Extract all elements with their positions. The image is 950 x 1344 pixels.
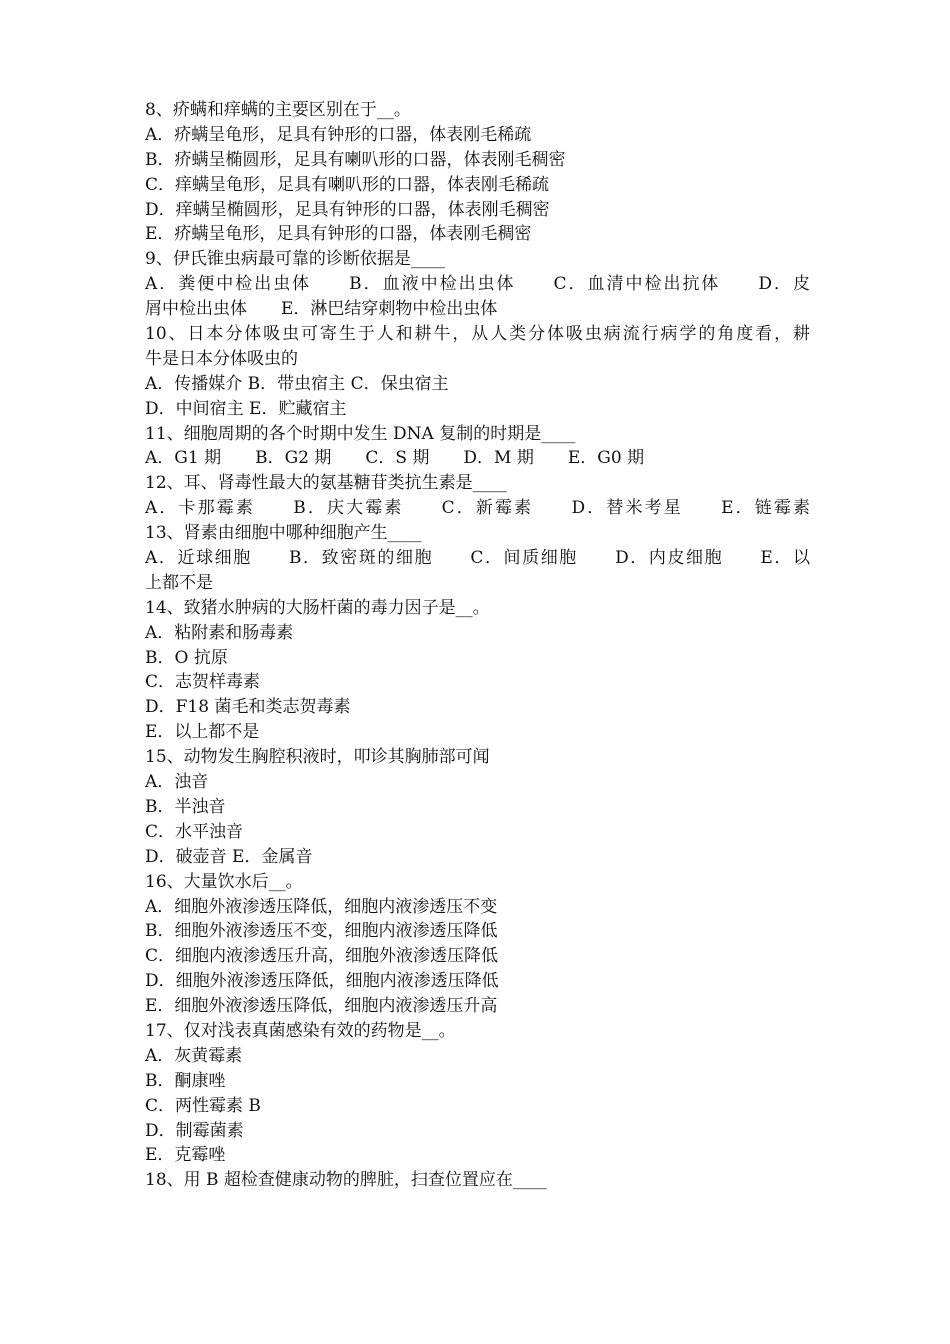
text-line: C．志贺样毒素 xyxy=(145,672,261,693)
text-line: 上都不是 xyxy=(145,572,213,593)
text-line: A．粘附素和肠毒素 xyxy=(145,622,294,643)
text-line: D．制霉菌素 xyxy=(145,1120,244,1141)
text-line: 15、动物发生胸腔积液时，叩诊其胸肺部可闻 xyxy=(145,747,490,768)
text-line: 8、疥螨和痒螨的主要区别在于__。 xyxy=(145,100,411,120)
text-line: A．灰黄霉素 xyxy=(145,1045,243,1066)
text-line: C．细胞内液渗透压升高，细胞外液渗透压降低 xyxy=(145,946,499,967)
text-line: E．克霉唑 xyxy=(145,1145,226,1166)
text-line: A．疥螨呈龟形，足具有钟形的口器，体表刚毛稀疏 xyxy=(145,124,532,145)
text-line: D．痒螨呈椭圆形，足具有钟形的口器，体表刚毛稠密 xyxy=(145,199,550,220)
text-line: 13、肾素由细胞中哪种细胞产生____ xyxy=(145,523,422,544)
text-line: B．细胞外液渗透压不变，细胞内液渗透压降低 xyxy=(145,921,498,942)
text-line: 17、仅对浅表真菌感染有效的药物是__。 xyxy=(145,1020,456,1041)
text-line: E．细胞外液渗透压降低，细胞内液渗透压升高 xyxy=(145,996,498,1017)
text-line: 18、用 B 超检查健康动物的脾脏，扫查位置应在____ xyxy=(145,1170,547,1191)
text-line: D．破壶音 E．金属音 xyxy=(145,846,313,867)
text-line: E．以上都不是 xyxy=(145,722,260,743)
text-line: A．卡那霉素 B．庆大霉素 C．新霉素 D．替米考星 E．链霉素 xyxy=(145,498,810,519)
text-line: 9、伊氏锥虫病最可靠的诊断依据是____ xyxy=(145,249,445,270)
document-body xyxy=(145,98,810,1193)
text-line: 14、致猪水肿病的大肠杆菌的毒力因子是__。 xyxy=(145,597,490,618)
text-line: A．近球细胞 B．致密斑的细胞 C．间质细胞 D．内皮细胞 E．以 xyxy=(145,548,810,569)
text-line: 16、大量饮水后__。 xyxy=(145,871,303,892)
text-line: D．F18 菌毛和类志贺毒素 xyxy=(145,697,351,718)
text-line: B．O 抗原 xyxy=(145,647,228,668)
text-line: 11、细胞周期的各个时期中发生 DNA 复制的时期是____ xyxy=(145,423,576,444)
text-line: 屑中检出虫体 E．淋巴结穿刺物中检出虫体 xyxy=(145,299,498,320)
text-line: C．水平浊音 xyxy=(145,821,244,842)
text-line: E．疥螨呈龟形，足具有钟形的口器，体表刚毛稠密 xyxy=(145,224,532,245)
text-line: D．中间宿主 E．贮藏宿主 xyxy=(145,398,347,419)
text-line: B．酮康唑 xyxy=(145,1070,226,1091)
text-line: C．两性霉素 B xyxy=(145,1095,261,1116)
text-line: 12、耳、肾毒性最大的氨基糖苷类抗生素是____ xyxy=(145,473,507,494)
text-line: B．半浊音 xyxy=(145,796,226,817)
text-line: A．传播媒介 B．带虫宿主 C．保虫宿主 xyxy=(145,373,449,394)
text-line: C．痒螨呈龟形，足具有喇叭形的口器，体表刚毛稀疏 xyxy=(145,174,550,195)
text-line: A．浊音 xyxy=(145,772,209,793)
text-line: A．粪便中检出虫体 B．血液中检出虫体 C．血清中检出抗体 D．皮 xyxy=(145,274,810,295)
text-line: A．G1 期 B．G2 期 C．S 期 D．M 期 E．G0 期 xyxy=(145,448,645,469)
text-line: A．细胞外液渗透压降低，细胞内液渗透压不变 xyxy=(145,896,498,917)
text-line: 牛是日本分体吸虫的 xyxy=(145,348,298,369)
text-line: 10、日本分体吸虫可寄生于人和耕牛，从人类分体吸虫病流行病学的角度看，耕 xyxy=(145,324,810,345)
text-line: B．疥螨呈椭圆形，足具有喇叭形的口器，体表刚毛稠密 xyxy=(145,149,566,170)
text-line: D．细胞外液渗透压降低，细胞内液渗透压降低 xyxy=(145,971,499,992)
